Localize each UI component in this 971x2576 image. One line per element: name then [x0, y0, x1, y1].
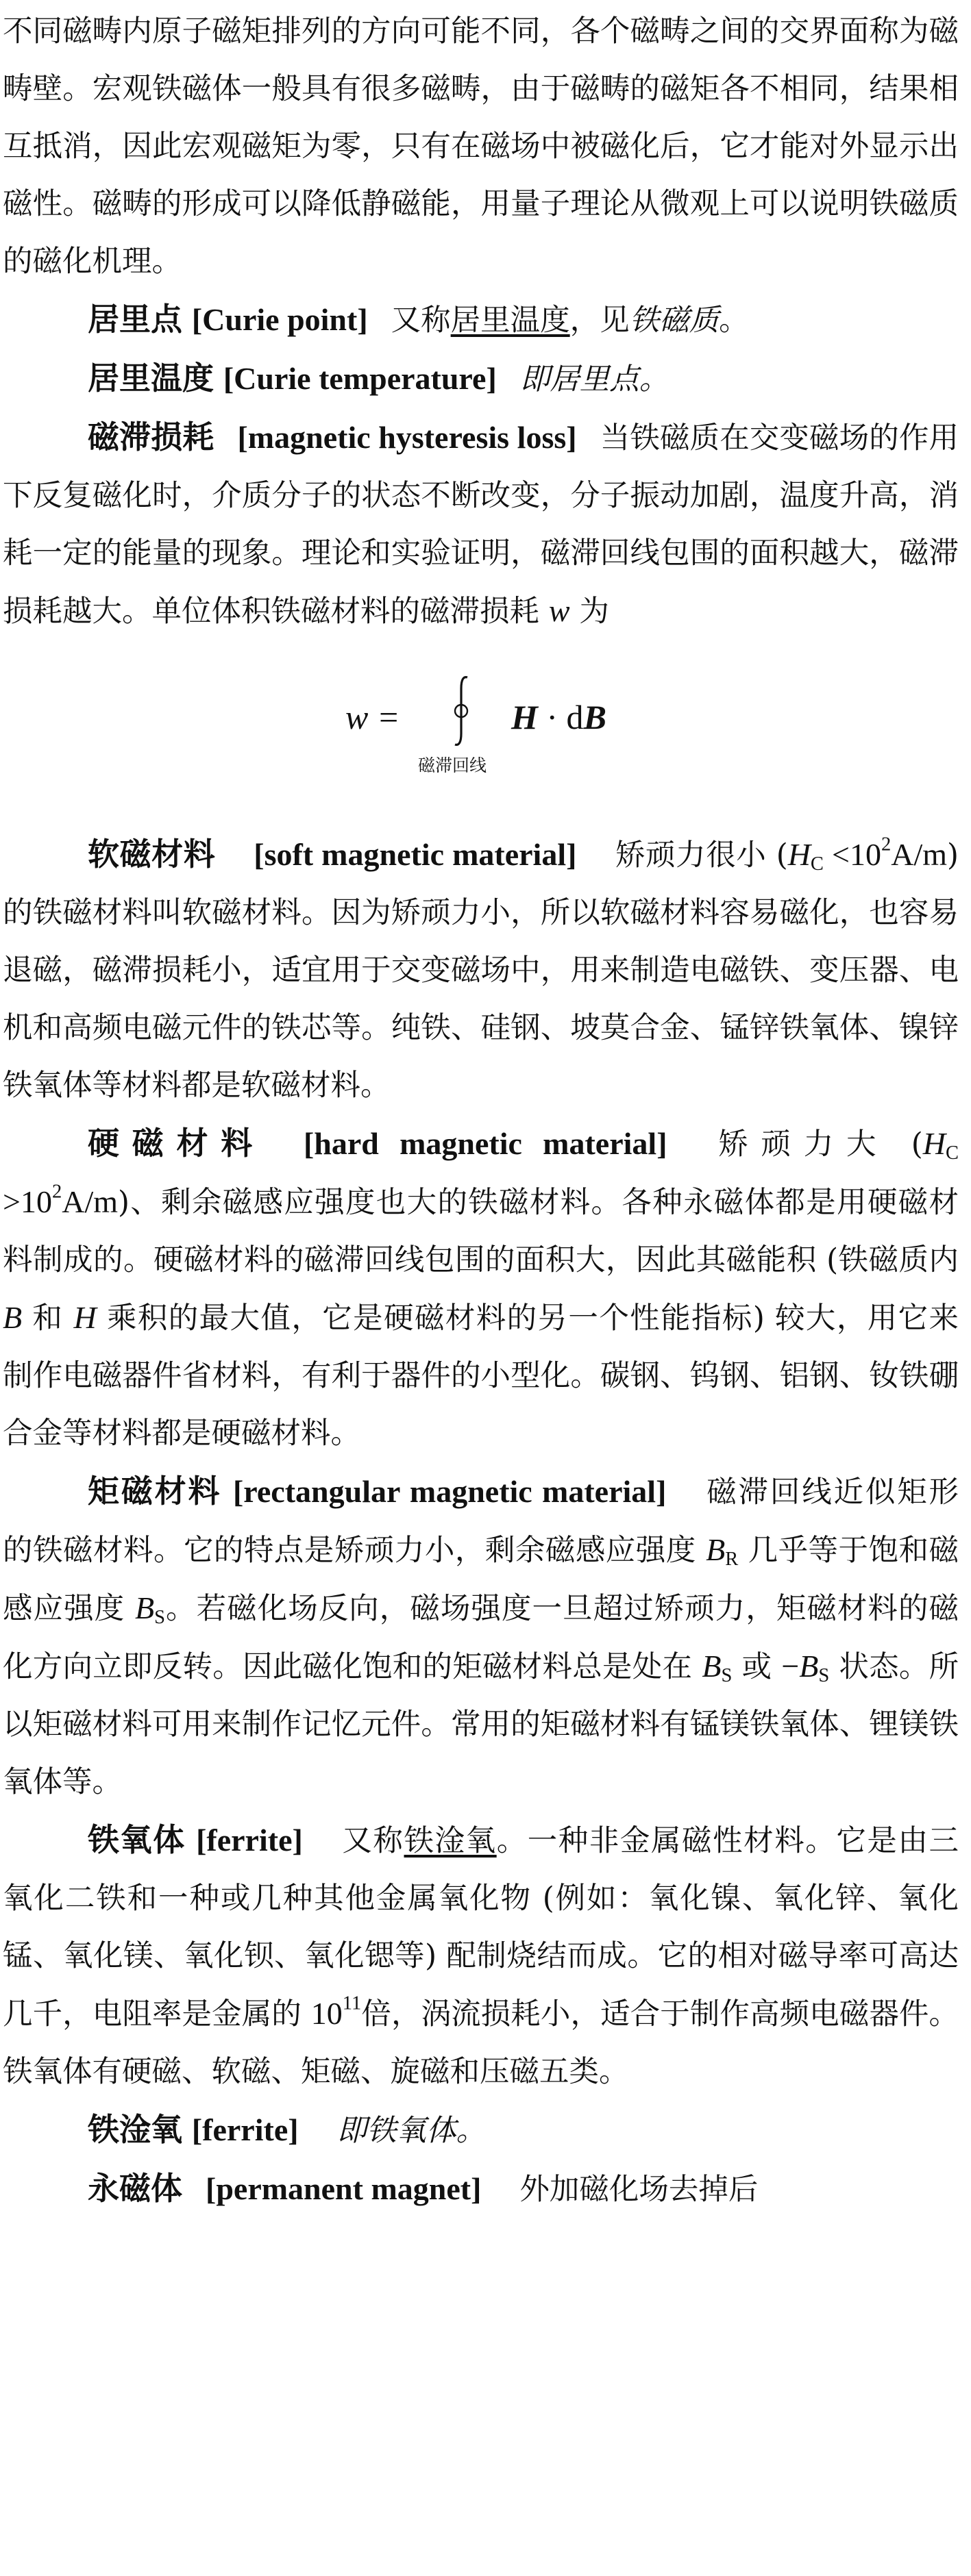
- headword: 软磁材料: [88, 836, 216, 873]
- entry-curie-point: [3, 290, 959, 349]
- definition: 当铁磁质在交变磁场的作用下反复磁化时，介质分子的状态不断改变，分子振动加剧，温度升高，消耗一定的能量的现象。理论和实验证明，磁滞回线包围的面积越大，磁滞损耗越大。单位体积铁磁材料的磁滞损耗: [3, 421, 959, 629]
- entry-soft-magnetic: [3, 825, 959, 1114]
- math-condition: $<10^2A/m$: [823, 834, 948, 872]
- definition: 乘积的最大值，它是硬磁材料的另一个性能指标) 较大，用它来制作电磁器件省材料，有利于器件的小型化。碳钢、钨钢、铝钢、钕铁硼合金等材料都是硬磁材料。: [3, 1301, 959, 1451]
- headword: 铁氧体: [88, 1821, 186, 1858]
- integral-domain-label: 磁滞回线: [418, 755, 487, 775]
- text: 几乎等于饱和磁感应强度: [3, 1534, 959, 1626]
- cross-reference: 居里温度: [450, 303, 570, 338]
- text: 或: [741, 1650, 772, 1684]
- english-term: [soft magnetic material]: [254, 837, 577, 872]
- cross-reference: 铁淦氧: [404, 1824, 497, 1858]
- see-reference: 即居里点。: [519, 362, 669, 397]
- contour-integral-icon: [447, 673, 476, 749]
- definition: 磁滞回线近似矩形的铁磁材料。它的特点是矫顽力小，剩余磁感应强度: [3, 1475, 959, 1568]
- intro-paragraph: [3, 3, 959, 290]
- entry-permanent-magnet: [3, 2160, 959, 2218]
- headword: 永磁体: [88, 2170, 182, 2207]
- dot-d: · d: [546, 698, 584, 736]
- math-variable: $B_R$: [706, 1532, 739, 1571]
- english-term: [Curie temperature]: [223, 361, 497, 396]
- definition: 外加磁化场去掉后: [519, 2173, 759, 2207]
- vector-b: B: [583, 698, 606, 736]
- entry-curie-temperature: [3, 349, 959, 408]
- headword: 铁淦氧: [88, 2111, 182, 2148]
- english-term: [Curie point]: [191, 302, 368, 337]
- text: 为: [579, 595, 609, 629]
- english-term: [hard magnetic material]: [303, 1126, 667, 1161]
- english-term: [magnetic hysteresis loss]: [237, 420, 577, 455]
- text: 矫顽力大 (: [705, 1127, 923, 1162]
- headword: 磁滞损耗: [88, 418, 214, 455]
- text: 和: [32, 1301, 64, 1336]
- entry-ferrite: [3, 1811, 959, 2101]
- math-power: $10^{11}$: [310, 1992, 362, 2031]
- headword: 居里温度: [88, 360, 214, 397]
- math-variable: $B_S$: [135, 1590, 165, 1629]
- english-term: [ferrite]: [196, 1823, 303, 1858]
- entry-ferrite-alt: [3, 2101, 959, 2160]
- math-condition: $>10^2A/m$: [3, 1181, 118, 1219]
- math-variable: H: [73, 1300, 97, 1335]
- math-variable: $H_C$: [922, 1126, 959, 1164]
- definition: 状态。所以矩磁材料可用来制作记忆元件。常用的矩磁材料有锰镁铁氧体、锂镁铁氧体等。: [3, 1650, 959, 1799]
- formula-lhs: w =: [345, 698, 400, 736]
- math-variable: $B_S$: [702, 1649, 733, 1687]
- see-reference: 铁磁质: [629, 303, 720, 338]
- hysteresis-formula: [3, 640, 959, 825]
- entry-rectangular-magnetic: [3, 1462, 959, 1811]
- headword: 矩磁材料: [88, 1473, 222, 1510]
- text: ，见: [569, 303, 630, 338]
- definition: )、剩余磁感应强度也大的铁磁材料。各种永磁体都是用硬磁材料制成的。硬磁材料的磁滞回线包围的面积大，因此其磁能积 (铁磁质内: [3, 1186, 959, 1277]
- headword: 居里点: [88, 301, 182, 338]
- entry-hysteresis-loss: [3, 408, 959, 640]
- math-variable: B: [3, 1300, 23, 1335]
- definition: ) 的铁磁材料叫软磁材料。因为矫顽力小，所以软磁材料容易磁化，也容易退磁，磁滞损耗小，适宜用于交变磁场中，用来制造电磁铁、变压器、电机和高频电磁元件的铁芯等。纯铁、硅钢、坡莫合金、锰锌铁氧体、镍锌铁氧体等材料都是软磁材料。: [3, 838, 959, 1103]
- entry-hard-magnetic: [3, 1114, 959, 1462]
- headword: 硬磁材料: [88, 1125, 265, 1162]
- english-term: [permanent magnet]: [206, 2171, 482, 2206]
- formula-rhs: [511, 688, 606, 746]
- text: 矫顽力很小 (: [615, 838, 788, 873]
- text: 又称: [391, 303, 451, 338]
- intro-text: 不同磁畴内原子磁矩排列的方向可能不同，各个磁畴之间的交界面称为磁畴壁。宏观铁磁体一般具有很多磁畴，由于磁畴的磁矩各不相同，结果相互抵消，因此宏观磁矩为零，只有在磁场中被磁化后，它才能对外显示出磁性。磁畴的形成可以降低静磁能，用量子理论从微观上可以说明铁磁质的磁化机理。: [3, 14, 959, 279]
- text: 又称: [341, 1824, 404, 1858]
- english-term: [ferrite]: [191, 2112, 299, 2147]
- vector-h: H: [511, 698, 538, 736]
- see-reference: 即铁氧体。: [336, 2114, 487, 2148]
- text: 。: [719, 303, 749, 338]
- definition: 。一种非金属磁性材料。它是由三氧化二铁和一种或几种其他金属氧化物 (例如：氧化镍、氧化锌、氧化锰、氧化镁、氧化钡、氧化锶等) 配制烧结而成。它的相对磁导率可高达几千，电阻率是金属的: [3, 1824, 959, 2031]
- math-variable: $H_C$: [787, 837, 824, 875]
- math-variable: $-B_S$: [781, 1649, 830, 1687]
- english-term: [rectangular magnetic material]: [232, 1474, 667, 1509]
- math-variable: w: [548, 593, 570, 628]
- definition: 倍，涡流损耗小，适合于制作高频电磁器件。铁氧体有硬磁、软磁、矩磁、旋磁和压磁五类。: [3, 1997, 959, 2089]
- definition: 。若磁化场反向，磁场强度一旦超过矫顽力，矩磁材料的磁化方向立即反转。因此磁化饱和的矩磁材料总是处在: [3, 1592, 959, 1684]
